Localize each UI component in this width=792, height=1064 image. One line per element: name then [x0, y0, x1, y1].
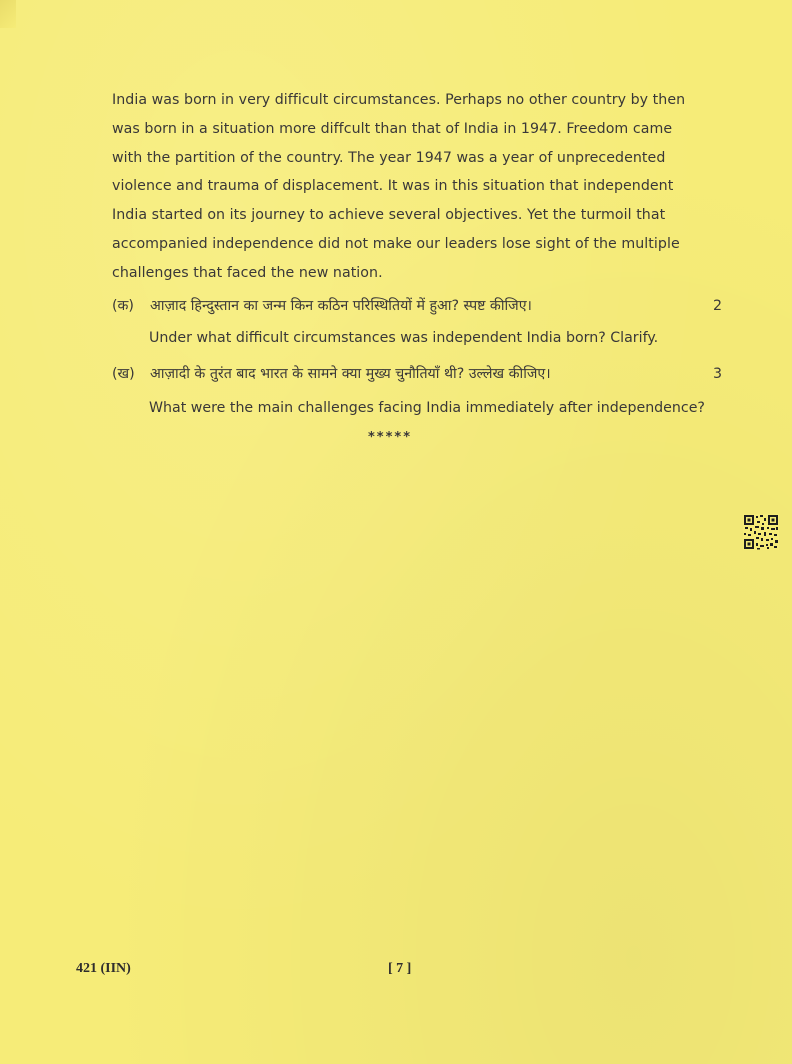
- question-marks: 2: [712, 298, 722, 314]
- passage-line: violence and trauma of displacement. It was in this situation that independent: [112, 178, 674, 195]
- passage-line: accompanied independence did not make our leaders lose sight of the multiple: [112, 235, 680, 252]
- qr-code-icon: [743, 514, 779, 550]
- passage-line: India was born in very difficult circumstances. Perhaps no other country by then: [112, 92, 686, 108]
- page-number: [ 7 ]: [388, 961, 412, 976]
- question-b-hindi-row: [112, 360, 722, 388]
- question-b-english: What were the main challenges facing India immediately after independence?: [149, 400, 705, 416]
- paper-code: 421 (IIN): [76, 961, 131, 976]
- page-corner: [0, 0, 16, 28]
- question-a-english: Under what difficult circumstances was independent India born? Clarify.: [149, 330, 659, 346]
- passage-line: with the partition of the country. The year 1947 was a year of unprecedented: [112, 149, 666, 166]
- question-number: (क): [112, 298, 134, 314]
- passage-line: India started on its journey to achieve several objectives. Yet the turmoil that: [112, 207, 666, 224]
- question-marks: 3: [712, 366, 722, 382]
- question-a-hindi-row: [112, 292, 722, 320]
- question-hindi: आज़ाद हिन्दुस्तान का जन्म किन कठिन परिस्थितियों में हुआ? स्पष्ट कीजिए।: [150, 298, 532, 314]
- passage: [112, 86, 724, 288]
- question-hindi: आज़ादी के तुरंत बाद भारत के सामने क्या मुख्य चुनौतियाँ थी? उल्लेख कीजिए।: [150, 366, 551, 382]
- passage-line: was born in a situation more diffcult than that of India in 1947. Freedom came: [112, 120, 673, 137]
- question-number: (ख): [112, 366, 135, 382]
- passage-line: challenges that faced the new nation.: [112, 264, 383, 281]
- end-marker: *****: [368, 430, 412, 445]
